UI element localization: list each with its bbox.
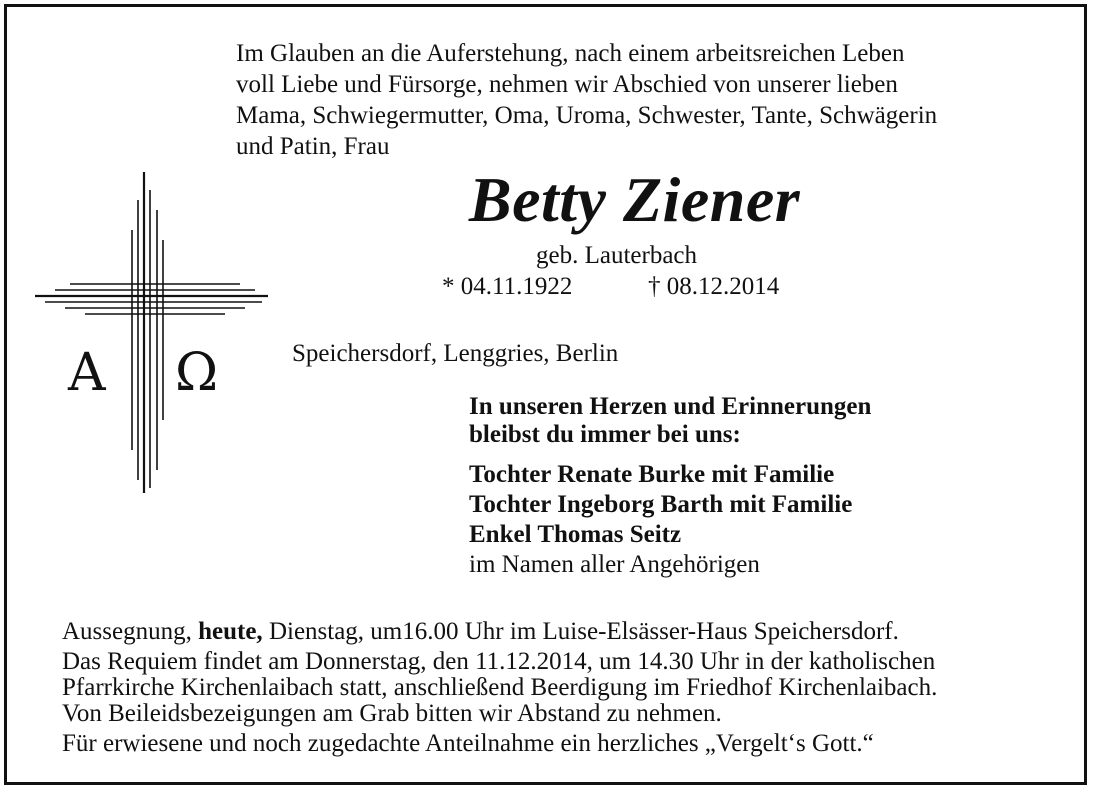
places: Speichersdorf, Lenggries, Berlin [292, 340, 619, 367]
omega-symbol: Ω [175, 343, 219, 403]
alpha-symbol: A [68, 343, 106, 403]
service-line-2: Das Requiem findet am Donnerstag, den 11.12.2014, um 14.30 Uhr in der katholischen [62, 648, 936, 675]
mourner: Tochter Ingeborg Barth mit Familie [469, 491, 853, 518]
service-info [62, 617, 1072, 758]
mourner: Tochter Renate Burke mit Familie [469, 461, 835, 488]
service-prefix: Aussegnung, [62, 618, 199, 645]
service-line-1 [62, 617, 1072, 646]
service-suffix: Dienstag, um16.00 Uhr im Luise-Elsässer-Haus Speichersdorf. [262, 618, 899, 645]
mourner: Enkel Thomas Seitz [469, 521, 682, 548]
birth-date: * 04.11.1922 [442, 273, 573, 300]
deceased-name: Betty Ziener [468, 164, 801, 235]
mourners-list [469, 460, 852, 580]
service-line-4: Von Beileidsbezeigungen am Grab bitten wir Abstand zu nehmen. [62, 700, 722, 727]
intro-line: voll Liebe und Fürsorge, nehmen wir Abschied von unserer lieben [236, 71, 898, 98]
service-line-5: Für erwiesene und noch zugedachte Anteilnahme ein herzliches „Vergelt‘s Gott.“ [62, 730, 874, 757]
intro-text [236, 38, 1056, 162]
maiden-name: geb. Lauterbach [536, 242, 698, 269]
cross-icon [30, 170, 275, 495]
remembrance-text [469, 393, 871, 449]
mourners-footer: im Namen aller Angehörigen [469, 551, 760, 578]
intro-line: Im Glauben an die Auferstehung, nach einem arbeitsreichen Leben [236, 40, 905, 67]
service-today: heute, [198, 618, 263, 645]
intro-line: Mama, Schwiegermutter, Oma, Uroma, Schwester, Tante, Schwägerin [236, 102, 938, 129]
service-line-3: Pfarrkirche Kirchenlaibach statt, anschließend Beerdigung im Friedhof Kirchenlaibach. [62, 674, 938, 701]
remembrance-line: In unseren Herzen und Erinnerungen [469, 393, 872, 420]
death-date: † 08.12.2014 [648, 273, 780, 300]
remembrance-line: bleibst du immer bei uns: [469, 421, 741, 448]
intro-line: und Patin, Frau [236, 133, 390, 160]
